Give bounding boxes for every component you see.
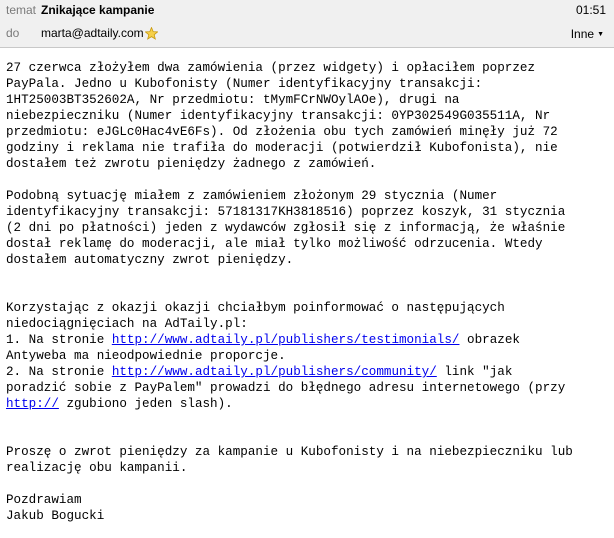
body-line: Antyweba ma nieodpowiednie proporcje. bbox=[6, 349, 286, 363]
body-line: Proszę o zwrot pieniędzy za kampanie u Kubofonisty i na niebezpieczniku lub bbox=[6, 445, 573, 459]
body-line: przedmiotu: eJGLc0Hac4vE6Fs). Od złożenia obu tych zamówień minęły już 72 bbox=[6, 125, 558, 139]
body-line: poradzić sobie z PayPalem" prowadzi do błędnego adresu internetowego (przy bbox=[6, 381, 566, 395]
body-line: dostał reklamę do moderacji, ale miał tylko możliwość odrzucenia. Wtedy bbox=[6, 237, 543, 251]
body-line: identyfikacyjny transakcji: 57181317KH3818516) poprzez koszyk, 31 stycznia bbox=[6, 205, 566, 219]
body-line: dostałem też zwrotu pieniędzy żadnego z zamówień. bbox=[6, 157, 377, 171]
subject-label: temat bbox=[6, 3, 37, 17]
body-line: niebezpieczniku (Numer identyfikacyjny transakcji: 0YP302549G035511A, Nr bbox=[6, 109, 551, 123]
body-line: 1HT25003BT352602A, Nr przedmiotu: tMymFCrNWOylAOe), drugi na bbox=[6, 93, 460, 107]
signature bbox=[6, 492, 612, 524]
subject-row bbox=[0, 0, 614, 20]
paragraph-1 bbox=[6, 60, 612, 172]
recipient-address-group bbox=[41, 23, 158, 43]
body-line: Podobną sytuację miałem z zamówieniem złożonym 29 stycznia (Numer bbox=[6, 189, 498, 203]
star-icon[interactable] bbox=[145, 26, 158, 39]
list-item-1: 1. Na stronie http://www.adtaily.pl/publishers/testimonials/ obrazek bbox=[6, 333, 520, 347]
message-time: 01:51 bbox=[575, 3, 606, 17]
testimonials-link[interactable]: http://www.adtaily.pl/publishers/testimonials/ bbox=[111, 333, 460, 347]
paragraph-2 bbox=[6, 188, 612, 268]
signature-name: Jakub Bogucki bbox=[6, 509, 105, 523]
paragraph-4 bbox=[6, 444, 612, 476]
message-body bbox=[6, 60, 612, 524]
body-line: Korzystając z okazji okazji chciałbym poinformować o następujących bbox=[6, 301, 505, 315]
recipient-address[interactable]: marta@adtaily.com bbox=[41, 26, 144, 40]
paragraph-3 bbox=[6, 300, 612, 412]
body-line: godziny i reklama nie trafiła do moderacji (potwierdził Kubofonista), nie bbox=[6, 141, 558, 155]
message-header bbox=[0, 0, 614, 48]
chevron-down-icon: ▼ bbox=[597, 30, 604, 38]
body-line: realizację obu kampanii. bbox=[6, 461, 188, 475]
body-line: 27 czerwca złożyłem dwa zamówienia (przez widgety) i opłaciłem poprzez bbox=[6, 61, 536, 75]
message-subject: Znikające kampanie bbox=[41, 3, 155, 17]
http-link[interactable]: http:// bbox=[6, 397, 59, 411]
body-line: http:// zgubiono jeden slash). bbox=[6, 397, 233, 411]
body-line: dostałem automatyczny zwrot pieniędzy. bbox=[6, 253, 294, 267]
body-line: (2 dni po płatności) jeden z wydawców zgłosił się z informacją, że właśnie bbox=[6, 221, 566, 235]
recipient-label: do bbox=[6, 26, 20, 40]
body-line: niedociągnięciach na AdTaily.pl: bbox=[6, 317, 248, 331]
list-item-2: 2. Na stronie http://www.adtaily.pl/publishers/community/ link "jak bbox=[6, 365, 513, 379]
more-actions-button[interactable] bbox=[571, 27, 604, 42]
body-line: PayPala. Jedno u Kubofonisty (Numer identyfikacyjny transakcji: bbox=[6, 77, 483, 91]
recipient-row bbox=[0, 23, 614, 43]
signature-greeting: Pozdrawiam bbox=[6, 493, 82, 507]
community-link[interactable]: http://www.adtaily.pl/publishers/community/ bbox=[111, 365, 437, 379]
more-actions-label: Inne bbox=[570, 27, 595, 41]
